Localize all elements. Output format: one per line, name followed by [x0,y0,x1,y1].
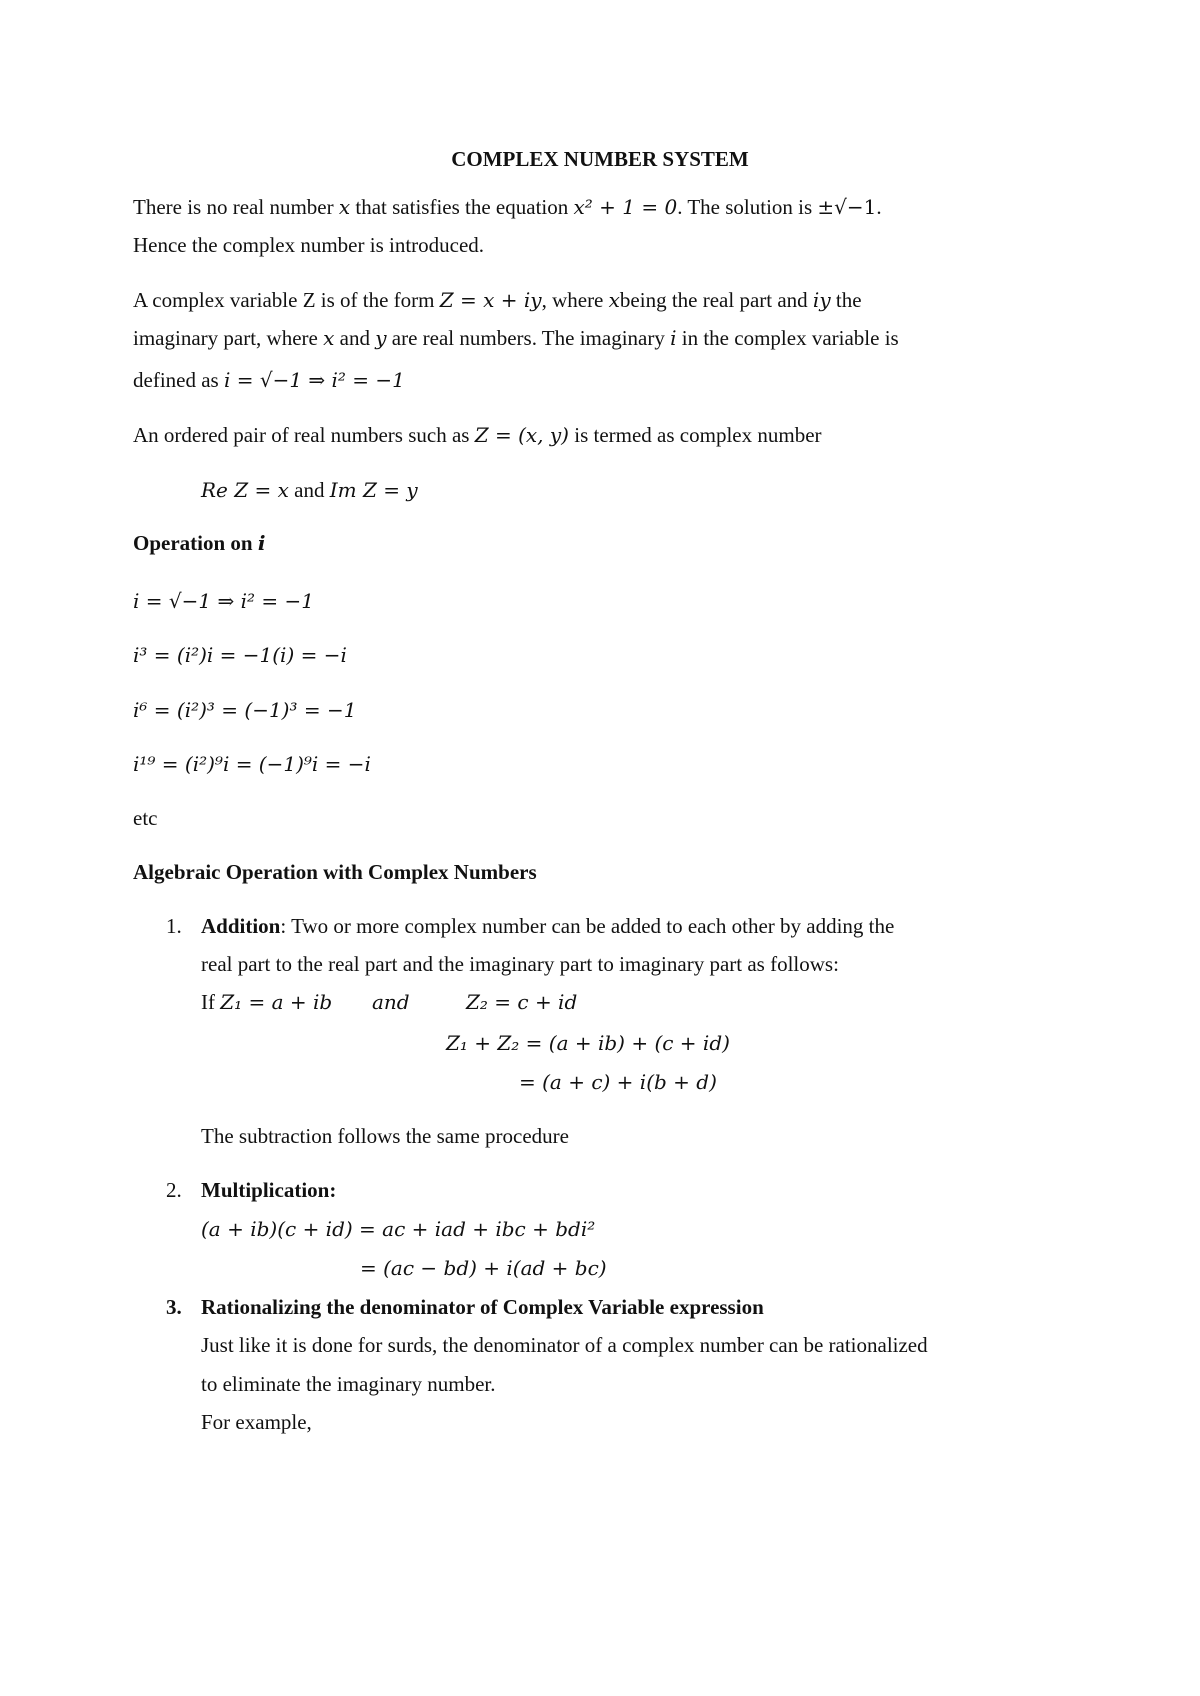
addition-sum-2: = (a + c) + i(b + d) [519,1070,717,1094]
variable-line-1: A complex variable Z is of the form Z = x + iy, where xbeing the real part and iy the [133,288,862,312]
operation-line-2: i³ = (i²)i = −1(i) = −i [133,643,347,667]
operation-heading: Operation on i [133,531,266,555]
multiplication-heading: Multiplication: [201,1178,337,1202]
re-im-line: Re Z = x and Im Z = y [201,478,418,502]
ordered-pair-line: An ordered pair of real numbers such as Z = (x, y) is termed as complex number [133,423,822,447]
intro-line-1: There is no real number x that satisfies the equation x² + 1 = 0. The solution is ±√−1. [133,195,882,219]
addition-line-1: Addition: Two or more complex number can be added to each other by adding the [201,914,895,938]
subtraction-note: The subtraction follows the same procedure [201,1124,569,1148]
operation-line-3: i⁶ = (i²)³ = (−1)³ = −1 [133,698,357,722]
intro-line-2: Hence the complex number is introduced. [133,233,485,257]
variable-line-2: imaginary part, where x and y are real numbers. The imaginary i in the complex variable is [133,326,899,350]
addition-z2: Z₂ = c + id [466,990,578,1014]
etc-text: etc [133,806,158,830]
multiplication-line-1: (a + ib)(c + id) = ac + iad + ibc + bdi² [201,1217,596,1241]
operation-line-4: i¹⁹ = (i²)⁹i = (−1)⁹i = −i [133,752,371,776]
operation-line-1: i = √−1 ⇒ i² = −1 [133,589,314,613]
addition-sum-1: Z₁ + Z₂ = (a + ib) + (c + id) [446,1031,730,1055]
list-number-3: 3. [166,1295,182,1319]
rationalizing-line-1: Just like it is done for surds, the denominator of a complex number can be rationalized [201,1333,928,1357]
variable-line-3: defined as i = √−1 ⇒ i² = −1 [133,368,405,392]
rationalizing-heading: Rationalizing the denominator of Complex Variable expression [201,1295,764,1319]
equation: x² + 1 = 0 [573,195,678,219]
algebraic-heading: Algebraic Operation with Complex Numbers [133,860,537,884]
rationalizing-line-2: to eliminate the imaginary number. [201,1372,496,1396]
rationalizing-line-3: For example, [201,1410,312,1434]
addition-and: and [372,990,410,1014]
addition-if-line: If Z₁ = a + ib [201,990,333,1014]
page-title: COMPLEX NUMBER SYSTEM [451,147,749,171]
solution: ±√−1 [817,195,877,219]
list-number-2: 2. [166,1178,182,1202]
addition-line-2: real part to the real part and the imaginary part to imaginary part as follows: [201,952,839,976]
list-number-1: 1. [166,914,182,938]
multiplication-line-2: = (ac − bd) + i(ad + bc) [360,1256,607,1280]
